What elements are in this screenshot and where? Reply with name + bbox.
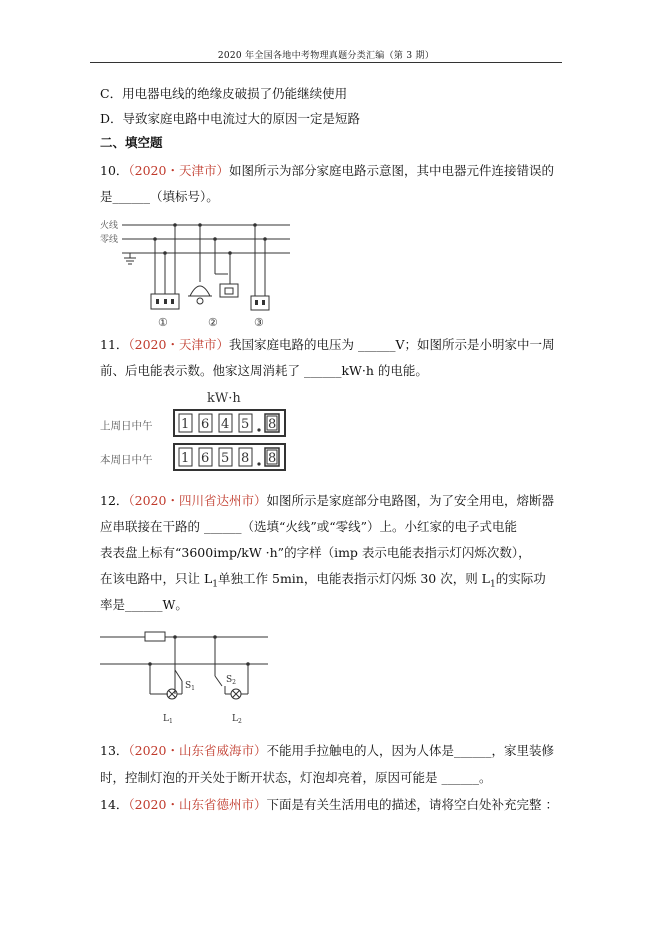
meter-unit: kW·h xyxy=(207,391,241,406)
switch-s1-label: $S_1$ xyxy=(185,681,195,692)
q12-text4b: 单独工作 5min，电能表指示灯闪烁 30 次，则 L xyxy=(218,571,490,586)
label-1: ① xyxy=(158,316,168,329)
q12-sub-1: 1 xyxy=(212,579,219,590)
figure-10-circuit xyxy=(100,214,300,332)
option-d: D．导致家庭电路中电流过大的原因一定是短路 xyxy=(100,111,361,126)
q11-line1 xyxy=(100,336,554,354)
header-rule xyxy=(90,62,562,63)
q12-line4 xyxy=(100,570,546,594)
q11-number: 11． xyxy=(100,337,129,352)
fire-wire-label: 火线 xyxy=(100,221,119,231)
q12-line1 xyxy=(100,492,554,510)
q10-line2: 是______（填标号）。 xyxy=(100,189,219,204)
q11-line2: 前、后电能表示数。他家这周消耗了 ______kW·h 的电能。 xyxy=(100,363,428,378)
lamp-l2-label: $L_2$ xyxy=(232,714,242,725)
switch-s2-label: $S_2$ xyxy=(226,675,236,686)
q14-source: （2020・山东省德州市） xyxy=(128,797,267,812)
q12-source: （2020・四川省达州市） xyxy=(128,493,267,508)
label-3: ③ xyxy=(254,316,264,329)
section-title: 二、填空题 xyxy=(100,135,163,150)
row2-label: 本周日中午 xyxy=(100,454,153,466)
row2-digit-1: 1 xyxy=(181,451,190,466)
q13-source: （2020・山东省威海市） xyxy=(128,743,267,758)
q12-line2: 应串联接在干路的 ______（选填“火线”或“零线”）上。小红家的电子式电能 xyxy=(100,519,518,534)
row2-digit-5: 8 xyxy=(268,451,277,466)
row1-label: 上周日中午 xyxy=(100,420,153,432)
q12-text4a: 在该电路中，只让 L xyxy=(100,571,213,586)
option-c: C．用电器电线的绝缘皮破损了仍能继续使用 xyxy=(100,86,348,101)
row1-digit-1: 1 xyxy=(181,417,190,432)
q11-source: （2020・天津市） xyxy=(128,337,229,352)
row2-digit-3: 5 xyxy=(221,451,230,466)
figure-11-meters xyxy=(100,386,300,478)
page-header: 2020 年全国各地中考物理真题分类汇编（第 3 期） xyxy=(217,51,435,61)
q12-sub-2: 1 xyxy=(489,579,496,590)
q14-text1: 下面是有关生活用电的描述，请将空白处补充完整 ： xyxy=(266,797,558,812)
q13-line1 xyxy=(100,742,554,760)
q12-text4c: 的实际功 xyxy=(495,571,546,586)
label-2: ② xyxy=(208,316,218,329)
q13-number: 13． xyxy=(100,743,129,758)
q14-line1 xyxy=(100,796,558,814)
row2-digit-2: 6 xyxy=(201,451,210,466)
q12-text1: 如图所示是家庭部分电路图，为了安全用电，熔断器 xyxy=(266,493,554,508)
row1-digit-5: 8 xyxy=(268,417,277,432)
q12-line5: 率是______W。 xyxy=(100,597,188,612)
row2-digit-4: 8 xyxy=(241,451,250,466)
figure-12-circuit xyxy=(100,626,270,732)
q13-line2: 时，控制灯泡的开关处于断开状态，灯泡却亮着，原因可能是 ______。 xyxy=(100,770,492,785)
q10-number: 10． xyxy=(100,163,129,178)
q10-source: （2020・天津市） xyxy=(128,163,229,178)
q13-text1: 不能用手拉触电的人，因为人体是______，家里装修 xyxy=(266,743,554,758)
q14-number: 14． xyxy=(100,797,129,812)
zero-wire-label: 零线 xyxy=(100,235,119,245)
row1-digit-2: 6 xyxy=(201,417,210,432)
q10-line1 xyxy=(100,162,554,180)
row1-digit-3: 4 xyxy=(221,417,230,432)
row1-digit-4: 5 xyxy=(241,417,250,432)
q12-number: 12． xyxy=(100,493,129,508)
q11-text1: 我国家庭电路的电压为 ______V；如图所示是小明家中一周 xyxy=(228,337,555,352)
q12-line3: 表表盘上标有“3600imp/kW ·h”的字样（imp 表示电能表指示灯闪烁次数）， xyxy=(100,545,531,560)
q10-text1: 如图所示为部分家庭电路示意图，其中电器元件连接错误的 xyxy=(228,163,554,178)
lamp-l1-label: $L_1$ xyxy=(163,714,173,725)
